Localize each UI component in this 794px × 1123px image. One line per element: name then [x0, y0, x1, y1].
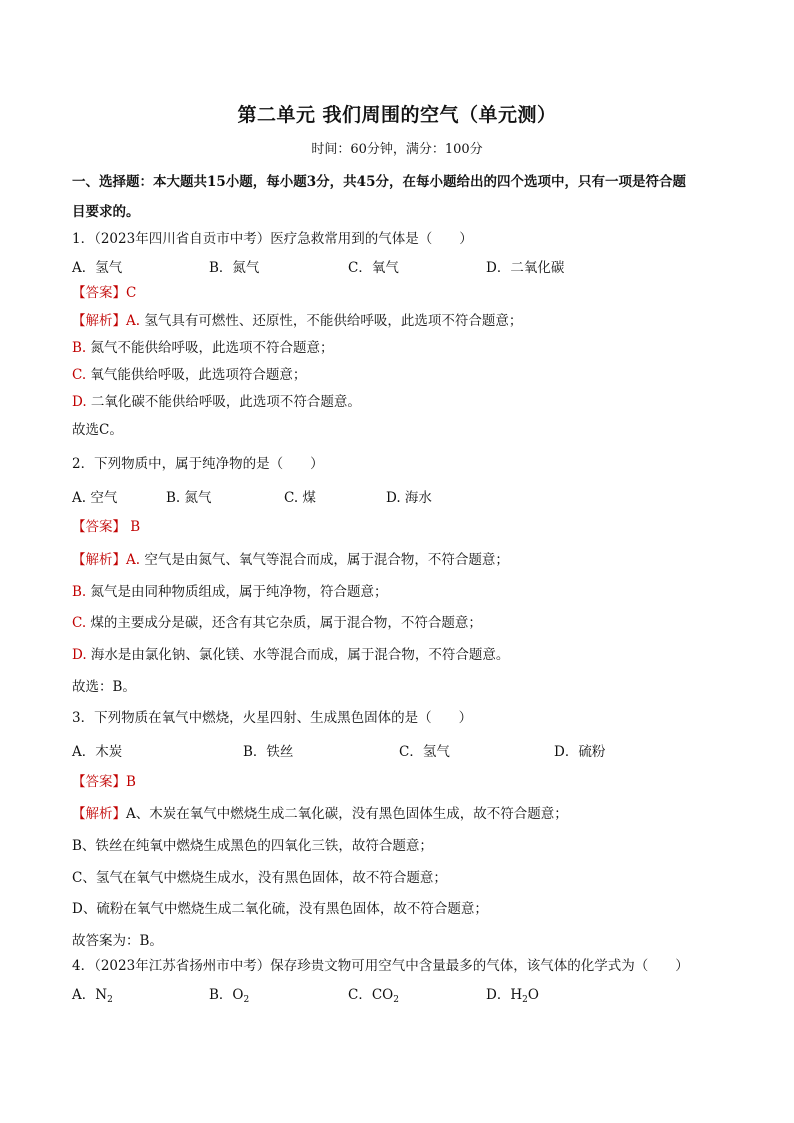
- option-marker: C.: [72, 367, 87, 383]
- question-1-stem: 1．（2023年四川省自贡市中考）医疗急救常用到的气体是（ ）: [72, 231, 473, 247]
- answer-value: C: [126, 285, 137, 301]
- question-3-option-a: A．木炭: [72, 744, 123, 760]
- question-3-option-b: B．铁丝: [243, 744, 294, 760]
- page-title: 第二单元 我们周围的空气（单元测）: [237, 104, 557, 126]
- formula-tail: O: [527, 987, 539, 1003]
- option-marker: B.: [72, 584, 87, 600]
- analysis-label: 【解析】: [72, 806, 126, 822]
- formula-main: D．H: [486, 987, 523, 1003]
- question-3-analysis-4: D、硫粉在氧气中燃烧生成二氧化硫，没有黑色固体，故不符合题意；: [72, 901, 488, 917]
- answer-label: 【答案】: [72, 285, 126, 301]
- analysis-text: A. 氢气具有可燃性、还原性，不能供给呼吸，此选项不符合题意；: [126, 313, 523, 329]
- question-2-analysis-1: [72, 550, 509, 570]
- question-2-conclusion: 故选：B。: [72, 679, 136, 695]
- question-3-answer: [72, 772, 136, 792]
- analysis-text: A、木炭在氧气中燃烧生成二氧化碳，没有黑色固体生成，故不符合题意；: [126, 806, 568, 822]
- question-4-option-c: [348, 983, 399, 1005]
- question-2-options: [72, 486, 752, 506]
- question-3-analysis-2: B、铁丝在纯氧中燃烧生成黑色的四氧化三铁，故符合题意；: [72, 838, 433, 854]
- formula-subscript: 2: [107, 995, 113, 1005]
- question-3-option-d: D．硫粉: [554, 744, 606, 760]
- question-2-answer: [72, 517, 140, 537]
- question-2-option-b: B. 氮气: [166, 490, 212, 506]
- question-3-analysis-3: C、氢气在氧气中燃烧生成水，没有黑色固体，故不符合题意；: [72, 870, 447, 886]
- question-1-analysis-4: D. 二氧化碳不能供给呼吸，此选项不符合题意。: [72, 394, 361, 410]
- question-1-answer: [72, 283, 136, 303]
- question-1-option-c: C．氧气: [348, 260, 399, 276]
- question-4-option-d: [486, 983, 539, 1005]
- question-1-option-d: D．二氧化碳: [486, 260, 565, 276]
- formula-subscript: 2: [243, 995, 250, 1005]
- question-2-option-a: A. 空气: [72, 490, 118, 506]
- question-2-option-d: D. 海水: [386, 490, 432, 506]
- option-marker: A.: [126, 552, 141, 568]
- question-3-conclusion: 故答案为：B。: [72, 933, 163, 949]
- question-3-option-c: C．氢气: [399, 744, 450, 760]
- question-4-option-a: [72, 983, 113, 1005]
- section-intro-line1: 一、选择题：本大题共15小题，每小题3分，共45分，在每小题给出的四个选项中，只有一项是符合题: [72, 174, 686, 190]
- question-1-option-b: B．氮气: [209, 260, 260, 276]
- question-1-analysis-2: B. 氮气不能供给呼吸，此选项不符合题意；: [72, 340, 334, 356]
- question-2-stem: 2．下列物质中，属于纯净物的是（ ）: [72, 456, 324, 472]
- formula-main: C．CO: [348, 987, 394, 1003]
- question-4-stem: 4．（2023年江苏省扬州市中考）保存珍贵文物可用空气中含量最多的气体，该气体的化学式为（ ）: [72, 958, 689, 974]
- question-2-analysis-4: D. 海水是由氯化钠、氯化镁、水等混合而成，属于混合物，不符合题意。: [72, 647, 510, 663]
- question-1-analysis-1: [72, 311, 522, 331]
- question-1-analysis-3: C. 氧气能供给呼吸，此选项符合题意；: [72, 367, 307, 383]
- question-3-options: [72, 740, 752, 760]
- question-2-option-c: C. 煤: [284, 490, 316, 506]
- question-4-options: [72, 983, 752, 1003]
- question-3-stem: 3．下列物质在氧气中燃烧，火星四射、生成黑色固体的是（ ）: [72, 710, 473, 726]
- formula-subscript: 2: [393, 995, 399, 1005]
- option-marker: A.: [126, 313, 141, 329]
- answer-value: B: [126, 519, 141, 535]
- formula-main: A．N: [72, 987, 108, 1003]
- question-2-analysis-3: C. 煤的主要成分是碳，还含有其它杂质，属于混合物，不符合题意；: [72, 615, 482, 631]
- analysis-label: 【解析】: [72, 313, 126, 329]
- question-2-analysis-2: B. 氮气是由同种物质组成，属于纯净物，符合题意；: [72, 584, 388, 600]
- question-1-option-a: A．氢气: [72, 260, 123, 276]
- question-3-analysis-1: [72, 804, 568, 824]
- formula-main: B．O: [209, 987, 244, 1003]
- analysis-label: 【解析】: [72, 552, 126, 568]
- formula-subscript: 2: [522, 995, 528, 1005]
- answer-label: 【答案】: [72, 519, 126, 535]
- section-intro-line2: 目要求的。: [72, 204, 140, 220]
- question-4-option-b: [209, 983, 249, 1005]
- option-marker: C.: [72, 615, 87, 631]
- page-subtitle: 时间：60分钟，满分：100分: [311, 142, 483, 157]
- option-marker: D.: [72, 647, 87, 663]
- analysis-text: A. 空气是由氮气、氧气等混合而成，属于混合物，不符合题意；: [126, 552, 509, 568]
- question-1-options: [72, 256, 752, 276]
- option-marker: B.: [72, 340, 87, 356]
- question-1-conclusion: 故选C。: [72, 422, 123, 438]
- answer-value: B: [126, 774, 136, 790]
- answer-label: 【答案】: [72, 774, 126, 790]
- option-marker: D.: [72, 394, 87, 410]
